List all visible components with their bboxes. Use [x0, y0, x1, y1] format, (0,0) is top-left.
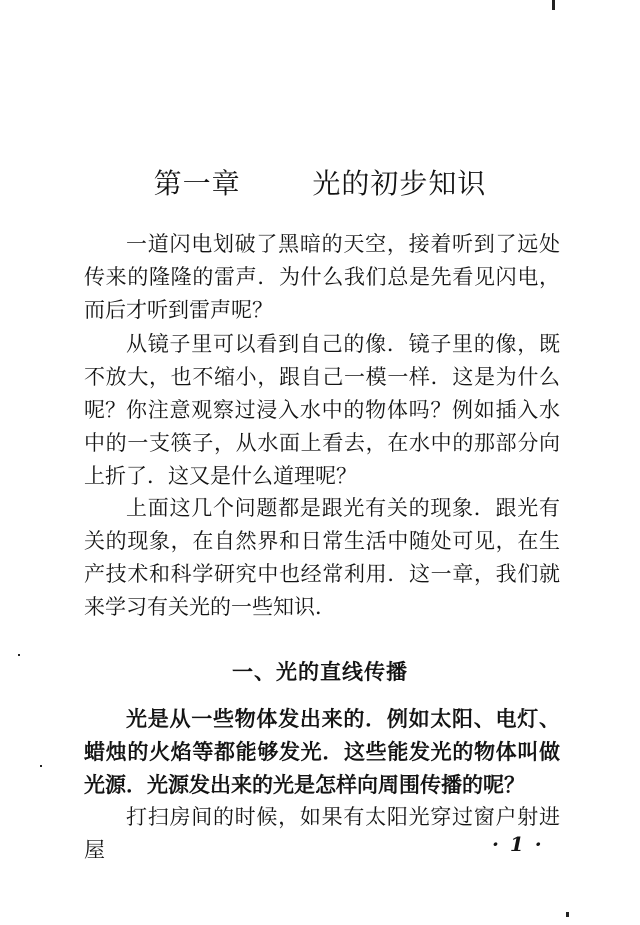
scan-mark-top [552, 0, 555, 10]
chapter-title: 第一章 光的初步知识 [153, 167, 487, 200]
section-paragraph-1: 光是从一些物体发出来的．例如太阳、电灯、蜡烛的火焰等都能够发光．这些能发光的物体叫做光源．光源发出来的光是怎样向周围传播的呢？ [84, 706, 560, 797]
paragraph-3: 你注意观察过浸入水中的物体吗？例如插入水中的一支筷子，从水面上看去，在水中的那部分向上折了．这又是什么道理呢？ [84, 398, 560, 488]
paragraph-4: 上面这几个问题都是跟光有关的现象．跟光有关的现象，在自然界和日常生活中随处可见，在生产技术和科学研究中也经常利用．这一章，我们就来学习有关光的一些知识． [84, 496, 560, 619]
section-paragraph-2: 打扫房间的时候，如果有太阳光穿过窗户射进屋 [84, 805, 560, 862]
paragraph-1: 一道闪电划破了黑暗的天空，接着听到了远处传来的隆隆的雷声．为什么我们总是先看见闪电，而后才听到雷声呢？ [84, 232, 560, 322]
scan-speck-left-2 [40, 765, 42, 767]
paragraph-2: 从镜子里可以看到自己的像．镜子里的像，既不放大，也不缩小，跟自己一模一样．这是为什么呢？ [84, 332, 560, 422]
scan-mark-bottom [566, 912, 569, 917]
scan-speck-left [18, 654, 20, 656]
page-number: · 1 · [492, 832, 544, 856]
section-title: 一、光的直线传播 [232, 659, 408, 684]
